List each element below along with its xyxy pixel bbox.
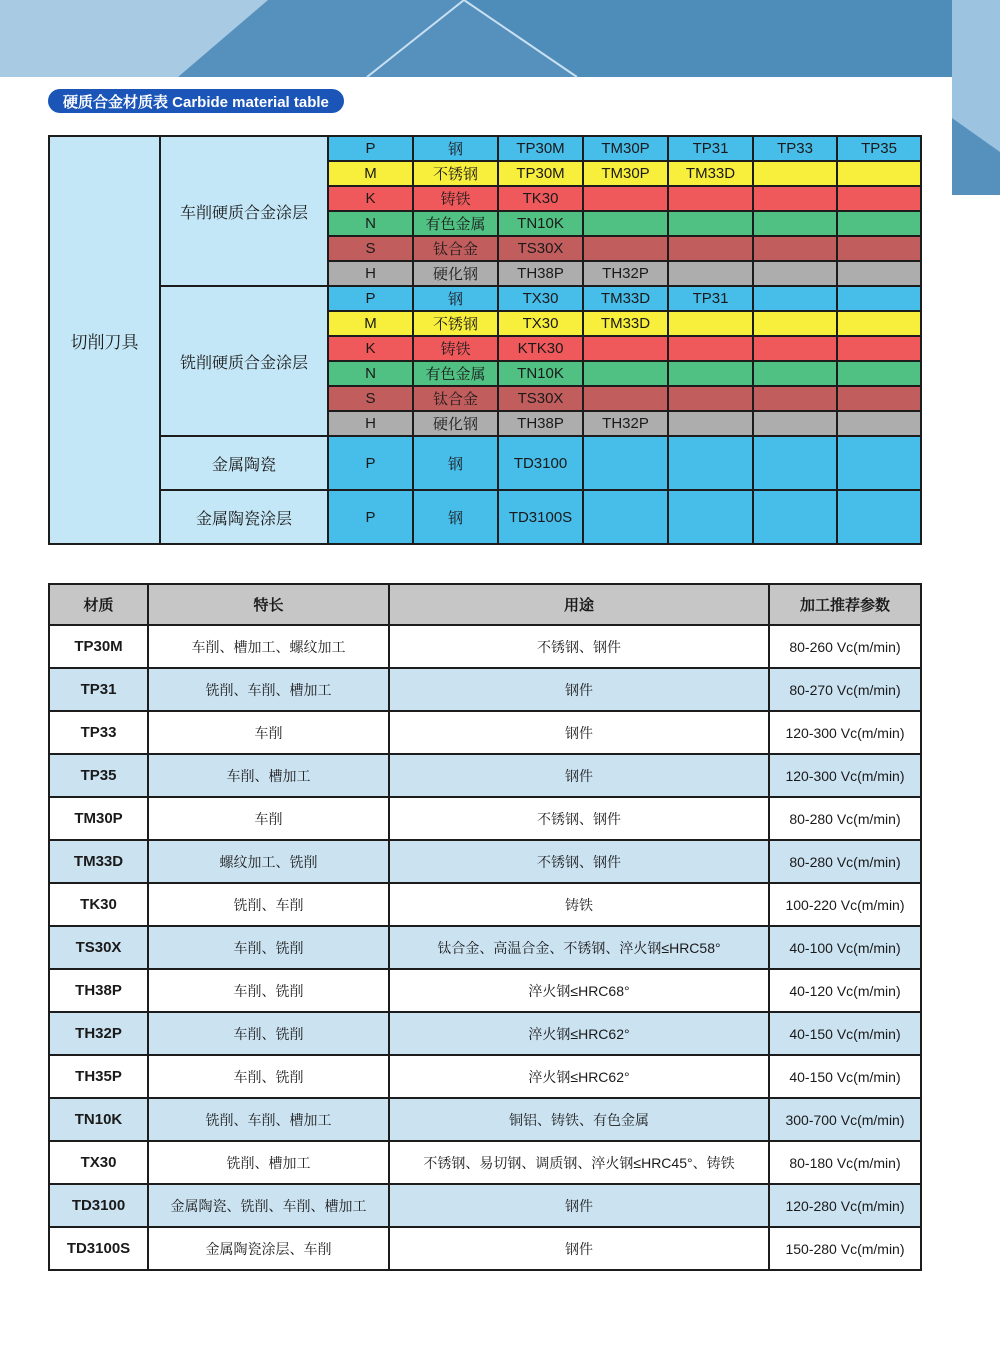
- feature-cell: 铣削、车削、槽加工: [148, 668, 389, 711]
- material-cell: TH32P: [49, 1012, 148, 1055]
- carbide-grid-row: [49, 490, 921, 544]
- grade-code-cell: [668, 186, 753, 211]
- application-cell: 不锈钢、钢件: [389, 840, 769, 883]
- section-title-pill: [48, 89, 344, 113]
- grade-code-cell: [753, 261, 837, 286]
- parameter-cell: 120-300 Vc(m/min): [769, 754, 921, 797]
- grade-code-cell: [753, 161, 837, 186]
- grade-code-cell: KTK30: [498, 336, 583, 361]
- parameter-cell: 80-280 Vc(m/min): [769, 797, 921, 840]
- application-cell: 不锈钢、易切钢、调质钢、淬火钢≤HRC45°、铸铁: [389, 1141, 769, 1184]
- parameter-cell: 100-220 Vc(m/min): [769, 883, 921, 926]
- grade-code-cell: [837, 311, 921, 336]
- grade-code-cell: [837, 161, 921, 186]
- spec-table-row: [49, 1184, 921, 1227]
- parameter-cell: 80-180 Vc(m/min): [769, 1141, 921, 1184]
- workpiece-cell: 钢: [413, 286, 498, 311]
- grade-code-cell: [753, 386, 837, 411]
- iso-grade-cell: M: [328, 311, 413, 336]
- spec-table-row: [49, 797, 921, 840]
- workpiece-cell: 不锈钢: [413, 161, 498, 186]
- parameter-cell: 80-270 Vc(m/min): [769, 668, 921, 711]
- grade-code-cell: [583, 386, 668, 411]
- workpiece-cell: 铸铁: [413, 336, 498, 361]
- spec-table-row: [49, 883, 921, 926]
- workpiece-cell: 钢: [413, 436, 498, 490]
- iso-grade-cell: K: [328, 336, 413, 361]
- grade-code-cell: TH32P: [583, 411, 668, 436]
- parameter-cell: 40-120 Vc(m/min): [769, 969, 921, 1012]
- application-cell: 铜铝、铸铁、有色金属: [389, 1098, 769, 1141]
- material-cell: TK30: [49, 883, 148, 926]
- spec-table-row: [49, 969, 921, 1012]
- material-cell: TP30M: [49, 625, 148, 668]
- iso-grade-cell: M: [328, 161, 413, 186]
- workpiece-cell: 不锈钢: [413, 311, 498, 336]
- group-label-cell: 铣削硬质合金涂层: [160, 286, 328, 436]
- spec-table-row: [49, 754, 921, 797]
- group-label-cell: 车削硬质合金涂层: [160, 136, 328, 286]
- carbide-grid-row: [49, 436, 921, 490]
- iso-grade-cell: P: [328, 136, 413, 161]
- parameter-cell: 40-150 Vc(m/min): [769, 1055, 921, 1098]
- parameter-cell: 80-260 Vc(m/min): [769, 625, 921, 668]
- grade-code-cell: [668, 386, 753, 411]
- grade-code-cell: TN10K: [498, 211, 583, 236]
- spec-table-body: [49, 625, 921, 1270]
- material-cell: TP35: [49, 754, 148, 797]
- application-cell: 钢件: [389, 1184, 769, 1227]
- application-cell: 钢件: [389, 711, 769, 754]
- carbide-grid-row: [49, 136, 921, 161]
- spec-header-material: 材质: [49, 584, 148, 625]
- grade-code-cell: [837, 411, 921, 436]
- grade-code-cell: TS30X: [498, 386, 583, 411]
- spec-table-row: [49, 1227, 921, 1270]
- grade-code-cell: [668, 361, 753, 386]
- spec-header-parameters: 加工推荐参数: [769, 584, 921, 625]
- grade-code-cell: [753, 490, 837, 544]
- grade-code-cell: TX30: [498, 286, 583, 311]
- grade-code-cell: [753, 361, 837, 386]
- grade-code-cell: [583, 361, 668, 386]
- feature-cell: 车削、槽加工: [148, 754, 389, 797]
- parameter-cell: 150-280 Vc(m/min): [769, 1227, 921, 1270]
- iso-grade-cell: N: [328, 211, 413, 236]
- grade-code-cell: TH38P: [498, 411, 583, 436]
- spec-table-row: [49, 1055, 921, 1098]
- grade-code-cell: TH38P: [498, 261, 583, 286]
- workpiece-cell: 硬化钢: [413, 261, 498, 286]
- spec-table-row: [49, 668, 921, 711]
- grade-code-cell: [837, 336, 921, 361]
- material-cell: TH38P: [49, 969, 148, 1012]
- grade-code-cell: [837, 286, 921, 311]
- application-cell: 淬火钢≤HRC68°: [389, 969, 769, 1012]
- feature-cell: 车削、铣削: [148, 1055, 389, 1098]
- grade-code-cell: TD3100: [498, 436, 583, 490]
- grade-code-cell: [753, 211, 837, 236]
- feature-cell: 车削: [148, 797, 389, 840]
- material-spec-table: [48, 583, 922, 1271]
- grade-code-cell: TP30M: [498, 161, 583, 186]
- grade-code-cell: [753, 436, 837, 490]
- material-cell: TH35P: [49, 1055, 148, 1098]
- grade-code-cell: TK30: [498, 186, 583, 211]
- grade-code-cell: [753, 336, 837, 361]
- feature-cell: 铣削、车削、槽加工: [148, 1098, 389, 1141]
- grade-code-cell: [837, 361, 921, 386]
- grade-code-cell: [583, 336, 668, 361]
- grade-code-cell: TM33D: [583, 286, 668, 311]
- application-cell: 不锈钢、钢件: [389, 625, 769, 668]
- carbide-grid-body: [49, 136, 921, 544]
- workpiece-cell: 钛合金: [413, 236, 498, 261]
- spec-header-application: 用途: [389, 584, 769, 625]
- spec-table-row: [49, 711, 921, 754]
- spec-table-row: [49, 1141, 921, 1184]
- grade-code-cell: [753, 186, 837, 211]
- feature-cell: 车削、铣削: [148, 926, 389, 969]
- grade-code-cell: [668, 336, 753, 361]
- iso-grade-cell: H: [328, 411, 413, 436]
- iso-grade-cell: S: [328, 236, 413, 261]
- feature-cell: 铣削、槽加工: [148, 1141, 389, 1184]
- material-cell: TX30: [49, 1141, 148, 1184]
- material-cell: TP33: [49, 711, 148, 754]
- grade-code-cell: [668, 311, 753, 336]
- parameter-cell: 120-300 Vc(m/min): [769, 711, 921, 754]
- workpiece-cell: 钢: [413, 490, 498, 544]
- grade-code-cell: TM30P: [583, 136, 668, 161]
- grade-code-cell: TM30P: [583, 161, 668, 186]
- feature-cell: 车削: [148, 711, 389, 754]
- grade-code-cell: TP33: [753, 136, 837, 161]
- material-cell: TN10K: [49, 1098, 148, 1141]
- grade-code-cell: [753, 311, 837, 336]
- material-cell: TM30P: [49, 797, 148, 840]
- grade-code-cell: TP35: [837, 136, 921, 161]
- carbide-grade-grid: [48, 135, 922, 545]
- grade-code-cell: [837, 490, 921, 544]
- feature-cell: 铣削、车削: [148, 883, 389, 926]
- grade-code-cell: [668, 436, 753, 490]
- grade-code-cell: [583, 236, 668, 261]
- grade-code-cell: [668, 490, 753, 544]
- application-cell: 钢件: [389, 1227, 769, 1270]
- grade-code-cell: [753, 236, 837, 261]
- parameter-cell: 40-150 Vc(m/min): [769, 1012, 921, 1055]
- group-label-cell: 金属陶瓷涂层: [160, 490, 328, 544]
- spec-table-row: [49, 1012, 921, 1055]
- spec-table-row: [49, 926, 921, 969]
- parameter-cell: 40-100 Vc(m/min): [769, 926, 921, 969]
- grade-code-cell: [668, 411, 753, 436]
- parameter-cell: 80-280 Vc(m/min): [769, 840, 921, 883]
- grade-code-cell: [583, 186, 668, 211]
- grade-code-cell: [837, 211, 921, 236]
- grade-code-cell: TP30M: [498, 136, 583, 161]
- grade-code-cell: [753, 286, 837, 311]
- grade-code-cell: [583, 436, 668, 490]
- grade-code-cell: [668, 261, 753, 286]
- grade-code-cell: [668, 211, 753, 236]
- grade-code-cell: TN10K: [498, 361, 583, 386]
- application-cell: 钢件: [389, 754, 769, 797]
- grade-code-cell: TH32P: [583, 261, 668, 286]
- grade-code-cell: [583, 211, 668, 236]
- tool-category-cell: 切削刀具: [49, 136, 160, 544]
- workpiece-cell: 硬化钢: [413, 411, 498, 436]
- feature-cell: 金属陶瓷、铣削、车削、槽加工: [148, 1184, 389, 1227]
- workpiece-cell: 钛合金: [413, 386, 498, 411]
- section-title: 硬质合金材质表 Carbide material table: [63, 93, 329, 111]
- carbide-grid-row: [49, 286, 921, 311]
- material-cell: TD3100: [49, 1184, 148, 1227]
- iso-grade-cell: P: [328, 436, 413, 490]
- application-cell: 钛合金、高温合金、不锈钢、淬火钢≤HRC58°: [389, 926, 769, 969]
- application-cell: 淬火钢≤HRC62°: [389, 1012, 769, 1055]
- grade-code-cell: [837, 386, 921, 411]
- material-cell: TS30X: [49, 926, 148, 969]
- spec-header-feature: 特长: [148, 584, 389, 625]
- grade-code-cell: TD3100S: [498, 490, 583, 544]
- spec-table-row: [49, 625, 921, 668]
- grade-code-cell: TS30X: [498, 236, 583, 261]
- grade-code-cell: TM33D: [583, 311, 668, 336]
- grade-code-cell: TP31: [668, 136, 753, 161]
- workpiece-cell: 有色金属: [413, 211, 498, 236]
- iso-grade-cell: P: [328, 286, 413, 311]
- feature-cell: 车削、槽加工、螺纹加工: [148, 625, 389, 668]
- iso-grade-cell: P: [328, 490, 413, 544]
- application-cell: 钢件: [389, 668, 769, 711]
- grade-code-cell: [753, 411, 837, 436]
- group-label-cell: 金属陶瓷: [160, 436, 328, 490]
- spec-table-row: [49, 840, 921, 883]
- workpiece-cell: 有色金属: [413, 361, 498, 386]
- grade-code-cell: TP31: [668, 286, 753, 311]
- grade-code-cell: [837, 261, 921, 286]
- grade-code-cell: TX30: [498, 311, 583, 336]
- grade-code-cell: [837, 186, 921, 211]
- spec-table-row: [49, 1098, 921, 1141]
- workpiece-cell: 铸铁: [413, 186, 498, 211]
- parameter-cell: 300-700 Vc(m/min): [769, 1098, 921, 1141]
- application-cell: 不锈钢、钢件: [389, 797, 769, 840]
- feature-cell: 车削、铣削: [148, 969, 389, 1012]
- spec-header-row: [49, 584, 921, 625]
- parameter-cell: 120-280 Vc(m/min): [769, 1184, 921, 1227]
- grade-code-cell: [837, 236, 921, 261]
- application-cell: 铸铁: [389, 883, 769, 926]
- material-cell: TP31: [49, 668, 148, 711]
- iso-grade-cell: S: [328, 386, 413, 411]
- feature-cell: 车削、铣削: [148, 1012, 389, 1055]
- application-cell: 淬火钢≤HRC62°: [389, 1055, 769, 1098]
- material-cell: TD3100S: [49, 1227, 148, 1270]
- grade-code-cell: [837, 436, 921, 490]
- grade-code-cell: TM33D: [668, 161, 753, 186]
- grade-code-cell: [668, 236, 753, 261]
- workpiece-cell: 钢: [413, 136, 498, 161]
- iso-grade-cell: N: [328, 361, 413, 386]
- material-cell: TM33D: [49, 840, 148, 883]
- iso-grade-cell: H: [328, 261, 413, 286]
- feature-cell: 金属陶瓷涂层、车削: [148, 1227, 389, 1270]
- iso-grade-cell: K: [328, 186, 413, 211]
- grade-code-cell: [583, 490, 668, 544]
- feature-cell: 螺纹加工、铣削: [148, 840, 389, 883]
